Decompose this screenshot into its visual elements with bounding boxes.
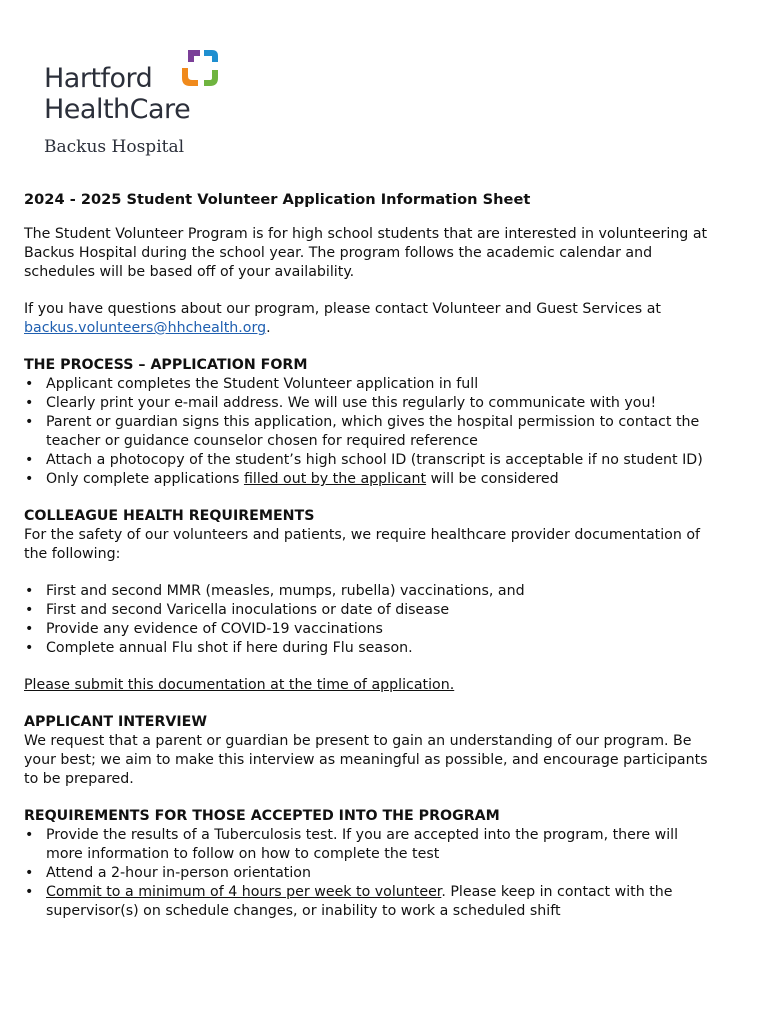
underlined-text: filled out by the applicant bbox=[243, 471, 427, 487]
page-title: 2024 - 2025 Student Volunteer Application Information Sheet bbox=[24, 191, 531, 208]
list-item: • Attend a 2-hour in-person orientation bbox=[46, 864, 714, 883]
logo-text-backus-hospital: Backus Hospital bbox=[44, 137, 185, 157]
interview-heading: APPLICANT INTERVIEW bbox=[24, 714, 208, 730]
hartford-healthcare-logo bbox=[44, 46, 234, 164]
interview-paragraph: We request that a parent or guardian be present to gain an understanding of our program. Be your best; we aim to make this interview as meaningful as possible, and encourage participants to be prepared. bbox=[24, 733, 708, 787]
list-item: • Provide the results of a Tuberculosis test. If you are accepted into the program, there will more information to follow on how to complete the test bbox=[46, 826, 714, 864]
health-list bbox=[24, 582, 714, 658]
underlined-text: Commit to a minimum of 4 hours per week to volunteer bbox=[46, 884, 442, 900]
health-intro: For the safety of our volunteers and patients, we require healthcare provider documentation of the following: bbox=[24, 527, 701, 562]
list-item: • Complete annual Flu shot if here during Flu season. bbox=[46, 639, 714, 658]
list-item: • Provide any evidence of COVID-19 vaccinations bbox=[46, 620, 714, 639]
health-note: Please submit this documentation at the time of application. bbox=[24, 677, 455, 693]
requirements-list bbox=[24, 826, 714, 921]
list-item-text: . Please keep in contact with the supervisor(s) on schedule changes, or inability to work a scheduled shift bbox=[46, 884, 673, 919]
list-item: • Clearly print your e-mail address. We will use this regularly to communicate with you! bbox=[46, 394, 714, 413]
contact-paragraph bbox=[24, 300, 714, 338]
list-item-text: will be considered bbox=[426, 471, 559, 487]
requirements-heading: REQUIREMENTS FOR THOSE ACCEPTED INTO THE PROGRAM bbox=[24, 808, 500, 824]
hhc-logo-icon bbox=[178, 46, 222, 90]
list-item: • Parent or guardian signs this application, which gives the hospital permission to contact the teacher or guidance counselor chosen for required reference bbox=[46, 413, 714, 451]
logo-text-hartford: Hartford bbox=[44, 63, 153, 94]
list-item: • Attach a photocopy of the student’s high school ID (transcript is acceptable if no student ID) bbox=[46, 451, 714, 470]
intro-paragraph: The Student Volunteer Program is for high school students that are interested in volunteering at Backus Hospital during the school year. The program follows the academic calendar and schedules will be based off of your availability. bbox=[24, 226, 708, 280]
volunteer-email-link[interactable]: backus.volunteers@hhchealth.org bbox=[24, 320, 267, 336]
process-heading: THE PROCESS – APPLICATION FORM bbox=[24, 357, 308, 373]
health-heading: COLLEAGUE HEALTH REQUIREMENTS bbox=[24, 508, 315, 524]
contact-period: . bbox=[266, 320, 271, 336]
list-item: • First and second MMR (measles, mumps, rubella) vaccinations, and bbox=[46, 582, 714, 601]
list-item-text: Only complete applications bbox=[46, 471, 244, 487]
process-list bbox=[24, 375, 714, 489]
list-item bbox=[46, 883, 714, 921]
list-item: • Applicant completes the Student Volunteer application in full bbox=[46, 375, 714, 394]
logo-text-healthcare: HealthCare bbox=[44, 94, 191, 125]
document-body bbox=[24, 190, 714, 939]
list-item bbox=[46, 470, 714, 489]
contact-text: If you have questions about our program, please contact Volunteer and Guest Services at bbox=[24, 301, 661, 317]
list-item: • First and second Varicella inoculations or date of disease bbox=[46, 601, 714, 620]
